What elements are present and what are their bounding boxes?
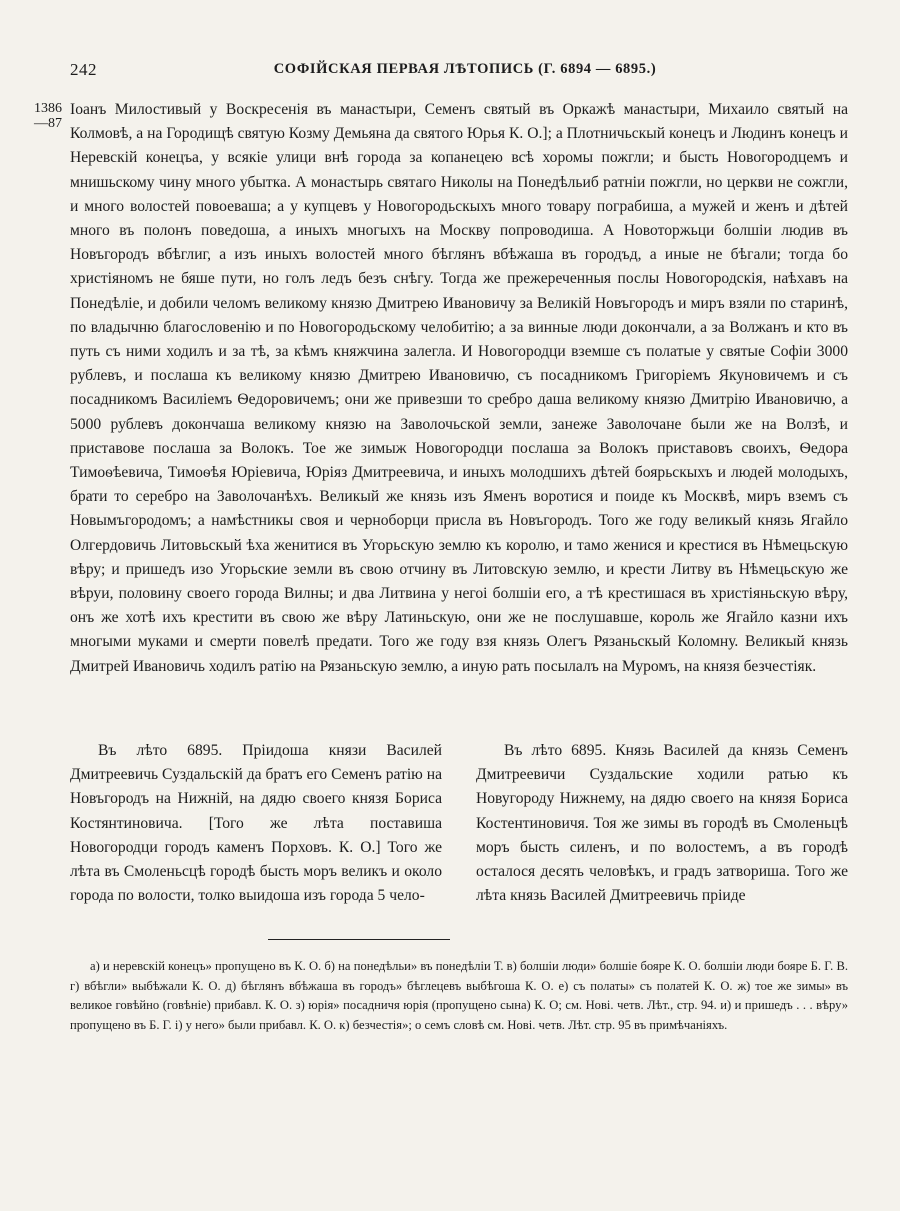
column-left-text: Въ лѣто 6895. Пріидоша князи Василей Дмитреевичь Суздальскій да братъ его Семенъ ратію на Новъгородъ на Нижній, на дядю своего князя Бориса Костянтиновича. [Того же лѣта поставиша Новогородци городъ каменъ Порховъ. К. О.] Того же лѣта въ Смоленьсцѣ городѣ бысть моръ великъ и около города по волости, толко выидоша изъ города 5 чело- bbox=[70, 742, 442, 905]
column-right bbox=[476, 739, 848, 908]
running-title: СОФІЙСКАЯ ПЕРВАЯ ЛѢТОПИСЬ (Г. 6894 — 6895.) bbox=[273, 61, 657, 77]
main-paragraph: Іоанъ Милостивый у Воскресенія въ манастыри, Семенъ святый въ Оркажѣ манастыри, Михаило святый на Колмовѣ, а на Городищѣ святую Козму Демьяна да святого Юрья К. О.]; а Плотничьскый конецъ и Людинъ конецъ и Неревскій конецъа, у всякіе улици внѣ города за копанецею всѣ хоромы пожгли; и бысть Новогородцемъ и мнишьскому чину много убытка. А монастырь святаго Николы на Понедѣльиб ратніи пожгли, но церкви не сожгли, и много волостей повоеваша; а у купцевъ у Новогородьскыхъ много товару пограбиша, а мужей и женъ и дѣтей много въ полонъ поведоша, а иныхъ многыхъ на Москву попроводиша. А Новоторжьци болшіи людив въ Новъгородъ вбѣглиг, а изъ иныхъ волостей много бѣглянъ вбѣжаша въ городъд, а иные не бѣгали; тогда бо христіяномъ не бяше пути, но голъ ледъ безъ снѣгу. Тогда же прежереченныя послы Новогородскія, наѣхавъ на Понедѣліе, и добили челомъ великому князю Дмитрею Ивановичу за Великій Новъгородъ и миръ взяли по старинѣ, по владычню благословенію и по Новогородьскому челобитію; а за винные люди докончали, а за Волжанъ и кто въ путь съ ними ходилъ и за тѣ, за кѣмъ княжчина залегла. И Новогородци вземше съ полатые у святые Софіи 3000 рублевъ, и послаша къ великому князю Дмитрею Ивановичю, съ посадникомъ Григоріемъ Якуновичемъ и съ посадникомъ Василіемъ Ѳедоровичемъ; они же привезши то сребро даша великому князю Дмитрію Ивановичю, а 5000 рублевъ докончаша великому князю на Заволочьской земли, занеже Заволочане были же на Волзѣ, и приставове послаша за Волокъ. Тое же зимыж Новогородци послаша за Волокъ приставовъ своихъ, Ѳедора Тимоѳѣевича, Тимоѳѣя Юріевича, Юріяз Дмитреевича, и иныхъ молодшихъ дѣтей боярьскыхъ и людей молодыхъ, брати то серебро на Заволочанѣхъ. Великый же князь изъ Яменъ воротися и поиде къ Москвѣ, миръ вземъ съ Новымъгородомъ; а намѣстникы своя и черноборци присла въ Новъгородъ. Того же году великый князь Ягайло Олгердовичь Литовьскый ѣха женитися въ Угорьскую землю къ королю, и тамо женися и крестися въ Нѣмецьскую вѣру; и пришедъ изо Угорьские земли въ свою отчину въ Литовскую землю, и крести Литву въ Нѣмецьскую же вѣруи, половину своего города Вилны; и два Литвина у негоі болшіи его, а тѣ крестишася въ христіяньскую вѣру, онъ же хотѣ ихъ крестити въ свою же вѣру Латиньскую, они же не послушавше, король же Ягайло казни ихъ многыми муками и смерти повелѣ предати. Того же году взя князь Олегъ Рязаньскый Коломну. Великый князь Дмитрей Ивановичь ходилъ ратію на Рязаньскую землю, а иную рать посылалъ на Муромъ, на князя безчестіяк. bbox=[70, 101, 848, 675]
column-right-text: Въ лѣто 6895. Князь Василей да князь Семенъ Дмитреевичи Суздальские ходили ратью къ Новугороду Нижнему, на дядю своего на князя Бориса Костентиновичя. Тоя же зимы въ городѣ въ Смоленьцѣ моръ бысть силенъ, и по волостемъ, а въ городѣ осталося десять человѣкъ, и градъ затвориша. Того же лѣта князь Василей Дмитреевичь пріиде bbox=[476, 742, 848, 905]
footnotes bbox=[70, 957, 848, 1035]
page-header bbox=[70, 60, 860, 86]
footnotes-text: а) и неревскій конецъ» пропущено въ К. О. б) на понедѣльи» въ понедѣліи Т. в) болшіи люди» болшіе бояре К. О. болшіи люди бояре Б. Г. В. г) вбѣгли» выбѣжали К. О. д) бѣглянъ вбѣжаша въ городъ» бѣглецевъ выбѣгоша К. О. е) съ полаты» съ полатей К. О. ж) тое же зимы» въ великое говѣйно (говѣніе) прибавл. К. О. з) юрія» посадничя юрія (пропущено сына) К. О; см. Нові. четв. Лѣт., стр. 94. и) и пришедъ . . . вѣру» пропущено въ Б. Г. і) у него» были прибавл. К. О. к) безчестія»; о семъ словѣ см. Нові. четв. Лѣт. стр. 95 въ примѣчаніяхъ. bbox=[70, 959, 848, 1032]
parallel-columns bbox=[70, 739, 848, 908]
margin-year-end: —87 bbox=[34, 116, 62, 131]
margin-year-start: 1386 bbox=[34, 101, 62, 116]
page-number: 242 bbox=[70, 60, 97, 79]
footnote-divider bbox=[268, 939, 450, 940]
margin-year bbox=[34, 101, 68, 131]
column-left bbox=[70, 739, 442, 908]
chronicle-main-text bbox=[70, 98, 848, 679]
